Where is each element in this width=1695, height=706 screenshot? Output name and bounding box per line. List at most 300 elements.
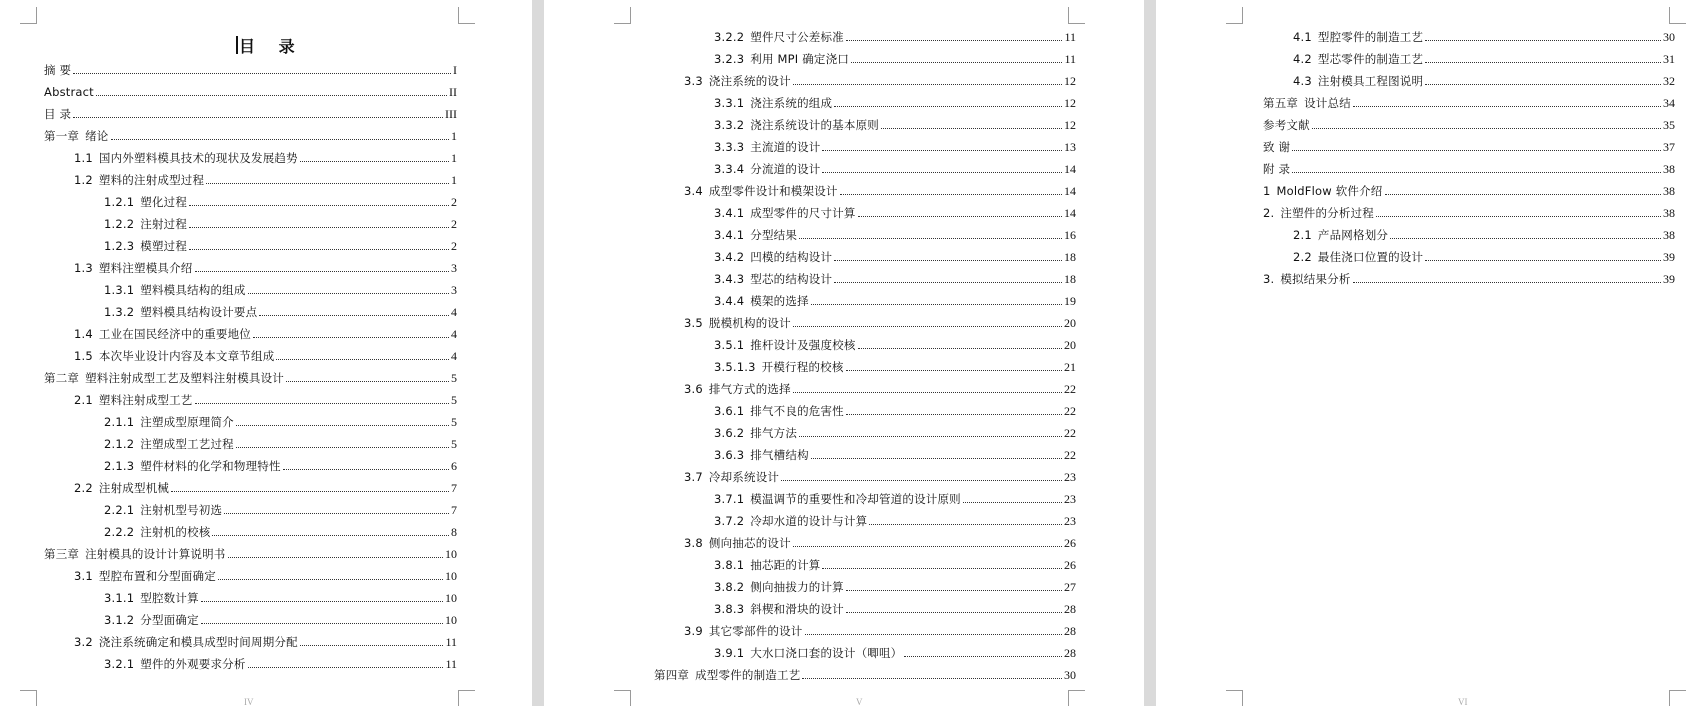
- toc-entry[interactable]: [654, 532, 1076, 554]
- toc-entry[interactable]: [654, 598, 1076, 620]
- toc-entry-number: 1.2: [74, 173, 93, 187]
- toc-entry-title: [104, 238, 187, 254]
- toc-page-number: 12: [1064, 73, 1076, 88]
- toc-entry-number: 1.2.2: [104, 217, 135, 231]
- toc-page-number: 18: [1064, 271, 1076, 286]
- toc-page-number: 3: [451, 282, 457, 297]
- toc-entry[interactable]: [654, 48, 1076, 70]
- toc-entry-text: 侧向抽拔力的计算: [750, 580, 844, 594]
- toc-entry-title: [44, 546, 226, 562]
- toc-entry-text: 塑料注射成型工艺: [98, 393, 193, 407]
- toc-leader-dots: [1292, 150, 1661, 151]
- toc-entry-text: 模拟结果分析: [1280, 272, 1351, 286]
- toc-leader-dots: [846, 414, 1062, 415]
- toc-leader-dots: [805, 634, 1063, 635]
- toc-entry[interactable]: [44, 565, 457, 587]
- toc-page-number: 14: [1064, 183, 1076, 198]
- toc-entry-text: 目 录: [44, 107, 72, 121]
- toc-page-number: 39: [1663, 271, 1675, 286]
- page-number-footer: VI: [1458, 697, 1468, 706]
- toc-entry[interactable]: [44, 213, 457, 235]
- toc-entry[interactable]: [44, 323, 457, 345]
- toc-leader-dots: [189, 227, 449, 228]
- toc-entry-text: 排气方式的选择: [708, 382, 791, 396]
- toc-entry-title: [1293, 249, 1423, 265]
- toc-leader-dots: [1385, 194, 1662, 195]
- toc-entry-title: [1263, 117, 1310, 133]
- toc-entry-number: 1.5: [74, 349, 93, 363]
- toc-leader-dots: [228, 557, 443, 558]
- toc-entry-text: 产品网格划分: [1317, 228, 1389, 242]
- toc-list: [44, 59, 457, 675]
- toc-leader-dots: [276, 359, 449, 360]
- toc-entry-text: 塑件的外观要求分析: [140, 657, 246, 671]
- toc-leader-dots: [846, 370, 1062, 371]
- toc-leader-dots: [286, 381, 449, 382]
- toc-entry-title: [1293, 73, 1423, 89]
- toc-entry-text: 成型零件的制造工艺: [695, 668, 801, 682]
- toc-entry[interactable]: [654, 488, 1076, 510]
- toc-leader-dots: [822, 172, 1062, 173]
- toc-leader-dots: [73, 117, 443, 118]
- toc-entry[interactable]: [654, 224, 1076, 246]
- toc-entry-text: 开模行程的校核: [761, 360, 844, 374]
- toc-entry[interactable]: [654, 378, 1076, 400]
- toc-page-number: 1: [451, 172, 457, 187]
- toc-page-number: 23: [1064, 469, 1076, 484]
- toc-page-number: 4: [451, 326, 457, 341]
- toc-entry[interactable]: [654, 334, 1076, 356]
- toc-entry[interactable]: [654, 180, 1076, 202]
- toc-entry-title: [684, 469, 779, 485]
- toc-leader-dots: [799, 436, 1062, 437]
- toc-entry-title: [44, 85, 94, 99]
- toc-page-number: 10: [445, 612, 457, 627]
- toc-entry-number: 2.: [1263, 206, 1275, 220]
- toc-entry-title: [104, 590, 199, 606]
- toc-entry-title: [714, 293, 809, 309]
- toc-entry-title: [104, 414, 234, 430]
- toc-entry[interactable]: [654, 554, 1076, 576]
- toc-entry-text: 大水口浇口套的设计（唧咀）: [750, 646, 903, 660]
- toc-page-number: 21: [1064, 359, 1076, 374]
- toc-page-number: 22: [1064, 403, 1076, 418]
- toc-leader-dots: [195, 271, 450, 272]
- toc-page-number: III: [445, 106, 457, 121]
- toc-entry-number: 3.1.2: [104, 613, 135, 627]
- toc-leader-dots: [195, 403, 450, 404]
- toc-entry[interactable]: [654, 158, 1076, 180]
- toc-entry-number: 3.4: [684, 184, 703, 198]
- toc-page-number: 22: [1064, 381, 1076, 396]
- toc-leader-dots: [1312, 128, 1661, 129]
- toc-entry[interactable]: [44, 653, 457, 675]
- toc-leader-dots: [201, 623, 443, 624]
- toc-entry-number: 3.6.2: [714, 426, 745, 440]
- toc-leader-dots: [259, 315, 449, 316]
- toc-page-number: 14: [1064, 161, 1076, 176]
- toc-entry[interactable]: [654, 664, 1076, 686]
- toc-leader-dots: [206, 183, 449, 184]
- toc-entry[interactable]: [1263, 246, 1675, 268]
- toc-entry[interactable]: [1263, 26, 1675, 48]
- toc-entry-title: [714, 403, 844, 419]
- toc-entry-number: 第二章: [44, 371, 80, 385]
- toc-entry-number: 3.8.1: [714, 558, 745, 572]
- toc-entry-number: 1.3: [74, 261, 93, 275]
- toc-leader-dots: [793, 546, 1062, 547]
- toc-entry-number: 2.1.3: [104, 459, 135, 473]
- toc-page-number: 1: [451, 128, 457, 143]
- toc-leader-dots: [846, 590, 1062, 591]
- toc-entry-title: [74, 348, 274, 364]
- toc-entry-title: [714, 601, 844, 617]
- toc-entry-number: 1: [1263, 184, 1271, 198]
- toc-leader-dots: [822, 568, 1062, 569]
- toc-entry[interactable]: [44, 455, 457, 477]
- toc-leader-dots: [834, 282, 1062, 283]
- toc-leader-dots: [881, 128, 1062, 129]
- toc-entry[interactable]: [44, 125, 457, 147]
- toc-page-number: 39: [1663, 249, 1675, 264]
- toc-page-number: 5: [451, 392, 457, 407]
- toc-entry[interactable]: [44, 433, 457, 455]
- toc-page-number: 37: [1663, 139, 1675, 154]
- toc-entry-number: 3.2.3: [714, 52, 745, 66]
- toc-page-number: 8: [451, 524, 457, 539]
- toc-entry[interactable]: [44, 367, 457, 389]
- toc-entry-text: 注塑成型原理简介: [140, 415, 234, 429]
- toc-entry-text: 主流道的设计: [750, 140, 821, 154]
- toc-page-number: 38: [1663, 161, 1675, 176]
- page-number-footer: V: [856, 697, 863, 706]
- toc-entry-text: 注射模具工程图说明: [1317, 74, 1424, 88]
- toc-entry-text: 浇注系统的设计: [708, 74, 791, 88]
- toc-leader-dots: [1425, 62, 1661, 63]
- toc-entry[interactable]: [654, 444, 1076, 466]
- toc-entry[interactable]: [44, 477, 457, 499]
- toc-entry-title: [74, 150, 298, 166]
- toc-leader-dots: [858, 216, 1062, 217]
- toc-entry[interactable]: [654, 510, 1076, 532]
- toc-entry[interactable]: [44, 147, 457, 169]
- toc-entry-title: [104, 458, 281, 474]
- toc-page-number: 12: [1064, 95, 1076, 110]
- toc-page-number: 26: [1064, 535, 1076, 550]
- page-title: 目 录: [239, 37, 304, 56]
- toc-page-number: 10: [445, 546, 457, 561]
- toc-page-number: 11: [445, 656, 457, 671]
- toc-leader-dots: [253, 337, 449, 338]
- toc-entry-number: 第五章: [1263, 96, 1299, 110]
- toc-entry-title: [1293, 51, 1423, 67]
- toc-entry-text: 塑件材料的化学和物理特性: [140, 459, 281, 473]
- toc-entry-text: 塑料的注射成型过程: [98, 173, 205, 187]
- toc-entry-title: [714, 359, 844, 375]
- toc-page-number: 30: [1064, 667, 1076, 682]
- toc-entry-number: 3.6: [684, 382, 703, 396]
- toc-page-number: 34: [1663, 95, 1675, 110]
- toc-entry-number: 2.2.2: [104, 525, 135, 539]
- toc-entry-text: 注塑成型工艺过程: [140, 437, 234, 451]
- toc-entry-title: [44, 370, 284, 386]
- toc-entry-text: 塑化过程: [140, 195, 188, 209]
- toc-entry-number: 4.1: [1293, 30, 1312, 44]
- toc-entry-title: [714, 227, 797, 243]
- toc-entry[interactable]: [654, 202, 1076, 224]
- toc-entry-number: 3.3.2: [714, 118, 745, 132]
- toc-entry[interactable]: [1263, 180, 1675, 202]
- toc-page-number: 27: [1064, 579, 1076, 594]
- toc-list: [654, 26, 1076, 686]
- toc-page-number: 11: [445, 634, 457, 649]
- toc-entry-text: 注射机型号初选: [140, 503, 223, 517]
- toc-entry-text: 型腔零件的制造工艺: [1317, 30, 1424, 44]
- toc-entry-title: [684, 183, 838, 199]
- toc-entry[interactable]: [1263, 136, 1675, 158]
- toc-entry-number: 3.4.2: [714, 250, 745, 264]
- toc-entry-text: 分型面确定: [140, 613, 199, 627]
- toc-page-number: 13: [1064, 139, 1076, 154]
- toc-entry-text: 分型结果: [750, 228, 798, 242]
- toc-entry-title: [714, 249, 832, 265]
- toc-entry-number: 3.4.1: [714, 228, 745, 242]
- toc-entry-text: 其它零部件的设计: [708, 624, 803, 638]
- toc-entry[interactable]: [1263, 224, 1675, 246]
- toc-page-number: 10: [445, 568, 457, 583]
- toc-entry[interactable]: [1263, 70, 1675, 92]
- toc-entry-title: [44, 106, 71, 122]
- toc-entry[interactable]: [1263, 114, 1675, 136]
- toc-entry-number: 第三章: [44, 547, 80, 561]
- toc-entry[interactable]: [44, 411, 457, 433]
- toc-leader-dots: [793, 392, 1062, 393]
- toc-entry-title: [714, 337, 856, 353]
- toc-entry[interactable]: [44, 191, 457, 213]
- page-gap: [1144, 0, 1156, 706]
- toc-entry[interactable]: [44, 81, 457, 103]
- toc-leader-dots: [822, 150, 1062, 151]
- toc-entry-number: 3.7: [684, 470, 703, 484]
- toc-entry-title: [1263, 95, 1351, 111]
- toc-page-number: 11: [1064, 29, 1076, 44]
- toc-entry[interactable]: [44, 499, 457, 521]
- toc-entry[interactable]: [44, 609, 457, 631]
- toc-entry[interactable]: [654, 290, 1076, 312]
- toc-entry-title: [104, 194, 187, 210]
- toc-leader-dots: [799, 238, 1062, 239]
- toc-entry-title: [74, 480, 169, 496]
- toc-entry-number: 3.1: [74, 569, 93, 583]
- toc-entry-text: 浇注系统设计的基本原则: [750, 118, 879, 132]
- toc-page-number: 2: [451, 238, 457, 253]
- toc-entry[interactable]: [44, 257, 457, 279]
- toc-entry[interactable]: [44, 389, 457, 411]
- toc-page-1: [0, 0, 532, 706]
- toc-entry[interactable]: [654, 356, 1076, 378]
- toc-entry-title: [684, 623, 803, 639]
- toc-page-number: 38: [1663, 205, 1675, 220]
- toc-entry-text: 模温调节的重要性和冷却管道的设计原则: [750, 492, 961, 506]
- toc-page-number: 16: [1064, 227, 1076, 242]
- toc-entry-title: [714, 513, 867, 529]
- toc-page-3: [1156, 0, 1695, 706]
- toc-entry-title: [714, 51, 849, 67]
- toc-leader-dots: [811, 458, 1062, 459]
- toc-entry[interactable]: [1263, 202, 1675, 224]
- toc-entry-number: 3.2: [74, 635, 93, 649]
- toc-entry-number: 3.8.3: [714, 602, 745, 616]
- toc-page-number: 2: [451, 194, 457, 209]
- toc-entry-number: 3.7.1: [714, 492, 745, 506]
- corner-mark: [1068, 7, 1085, 24]
- toc-leader-dots: [236, 447, 449, 448]
- toc-entry-title: [104, 304, 257, 320]
- toc-leader-dots: [1425, 84, 1661, 85]
- toc-list: [1263, 26, 1675, 290]
- toc-entry-title: [684, 535, 791, 551]
- toc-entry-number: 1.3.1: [104, 283, 135, 297]
- toc-page-number: 12: [1064, 117, 1076, 132]
- toc-entry-number: 3.5.1.3: [714, 360, 756, 374]
- toc-entry-text: 分流道的设计: [750, 162, 821, 176]
- toc-entry[interactable]: [654, 92, 1076, 114]
- toc-entry-title: [74, 392, 193, 408]
- toc-entry-title: [714, 161, 820, 177]
- toc-entry-title: [44, 128, 109, 144]
- toc-entry-number: 2.1.2: [104, 437, 135, 451]
- toc-entry-number: 1.2.1: [104, 195, 135, 209]
- toc-entry[interactable]: [654, 114, 1076, 136]
- toc-page-number: 22: [1064, 447, 1076, 462]
- toc-entry[interactable]: [654, 642, 1076, 664]
- toc-entry-number: 3.: [1263, 272, 1275, 286]
- toc-entry-text: 注射机的校核: [140, 525, 211, 539]
- toc-entry[interactable]: [44, 59, 457, 81]
- toc-entry[interactable]: [654, 268, 1076, 290]
- toc-entry[interactable]: [654, 136, 1076, 158]
- toc-page-2: [544, 0, 1144, 706]
- toc-entry-title: [104, 436, 234, 452]
- toc-page-number: 5: [451, 370, 457, 385]
- toc-entry[interactable]: [1263, 158, 1675, 180]
- corner-mark: [1669, 7, 1686, 24]
- toc-entry-title: [714, 117, 879, 133]
- toc-entry[interactable]: [44, 279, 457, 301]
- toc-entry[interactable]: [44, 587, 457, 609]
- toc-entry[interactable]: [44, 103, 457, 125]
- toc-entry-number: 4.2: [1293, 52, 1312, 66]
- toc-page-number: 19: [1064, 293, 1076, 308]
- toc-entry[interactable]: [44, 543, 457, 565]
- toc-entry[interactable]: [1263, 48, 1675, 70]
- toc-entry[interactable]: [654, 620, 1076, 642]
- toc-entry[interactable]: [44, 345, 457, 367]
- toc-entry-text: 塑料注射成型工艺及塑料注射模具设计: [85, 371, 285, 385]
- toc-page-number: 5: [451, 414, 457, 429]
- toc-leader-dots: [793, 84, 1062, 85]
- toc-entry-number: 2.2: [1293, 250, 1312, 264]
- toc-entry-text: 成型零件设计和模架设计: [708, 184, 838, 198]
- toc-leader-dots: [283, 469, 449, 470]
- toc-entry-number: 1.1: [74, 151, 93, 165]
- toc-entry-title: [1263, 139, 1290, 155]
- text-cursor: [236, 36, 238, 54]
- toc-leader-dots: [834, 260, 1062, 261]
- toc-page-number: 10: [445, 590, 457, 605]
- toc-entry-text: 凹模的结构设计: [750, 250, 833, 264]
- toc-entry-number: 3.1.1: [104, 591, 135, 605]
- toc-entry-number: 3.2.1: [104, 657, 135, 671]
- toc-entry-title: [74, 172, 204, 188]
- toc-entry[interactable]: [654, 246, 1076, 268]
- toc-entry-title: [1263, 205, 1374, 221]
- corner-mark: [614, 690, 631, 706]
- toc-page-number: 35: [1663, 117, 1675, 132]
- toc-entry-text: 成型零件的尺寸计算: [750, 206, 856, 220]
- toc-entry[interactable]: [44, 301, 457, 323]
- toc-entry[interactable]: [654, 400, 1076, 422]
- toc-entry-text: 斜楔和滑块的设计: [750, 602, 844, 616]
- toc-entry-title: [654, 667, 800, 683]
- toc-entry-title: [714, 205, 856, 221]
- toc-entry[interactable]: [1263, 92, 1675, 114]
- toc-entry-text: 塑件尺寸公差标准: [750, 30, 844, 44]
- toc-entry-text: 注射成型机械: [98, 481, 170, 495]
- toc-entry-text: 型芯零件的制造工艺: [1317, 52, 1424, 66]
- toc-leader-dots: [1425, 260, 1661, 261]
- toc-entry[interactable]: [654, 422, 1076, 444]
- toc-entry-text: 最佳浇口位置的设计: [1317, 250, 1424, 264]
- toc-entry-text: 附 录: [1263, 162, 1291, 176]
- toc-entry[interactable]: [654, 26, 1076, 48]
- toc-leader-dots: [904, 656, 1062, 657]
- toc-entry[interactable]: [654, 576, 1076, 598]
- toc-leader-dots: [1376, 216, 1661, 217]
- toc-entry-number: 3.4.3: [714, 272, 745, 286]
- toc-entry-text: 型腔布置和分型面确定: [98, 569, 216, 583]
- toc-entry-text: 浇注系统的组成: [750, 96, 833, 110]
- toc-entry[interactable]: [44, 235, 457, 257]
- toc-entry[interactable]: [1263, 268, 1675, 290]
- toc-entry-title: [1263, 183, 1383, 199]
- toc-entry-number: 3.8: [684, 536, 703, 550]
- toc-entry[interactable]: [44, 521, 457, 543]
- toc-entry-text: 抽芯距的计算: [750, 558, 821, 572]
- toc-entry-title: [1293, 227, 1388, 243]
- toc-leader-dots: [171, 491, 449, 492]
- toc-entry-title: [104, 502, 222, 518]
- toc-entry-text: 浇注系统确定和模具成型时间周期分配: [98, 635, 298, 649]
- toc-entry-text: 脱模机构的设计: [708, 316, 791, 330]
- toc-leader-dots: [300, 161, 449, 162]
- toc-entry-text: 塑料注塑模具介绍: [98, 261, 193, 275]
- toc-entry-number: 3.3.4: [714, 162, 745, 176]
- corner-mark: [1669, 690, 1686, 706]
- toc-entry-number: 1.3.2: [104, 305, 135, 319]
- corner-mark: [614, 7, 631, 24]
- toc-entry[interactable]: [44, 169, 457, 191]
- toc-entry[interactable]: [654, 312, 1076, 334]
- toc-entry-text: 型芯的结构设计: [750, 272, 833, 286]
- toc-entry[interactable]: [44, 631, 457, 653]
- toc-leader-dots: [189, 205, 449, 206]
- toc-page-number: 28: [1064, 601, 1076, 616]
- toc-entry-title: [714, 425, 797, 441]
- toc-entry[interactable]: [654, 70, 1076, 92]
- toc-entry-text: 利用 MPI 确定浇口: [750, 52, 850, 66]
- toc-entry[interactable]: [654, 466, 1076, 488]
